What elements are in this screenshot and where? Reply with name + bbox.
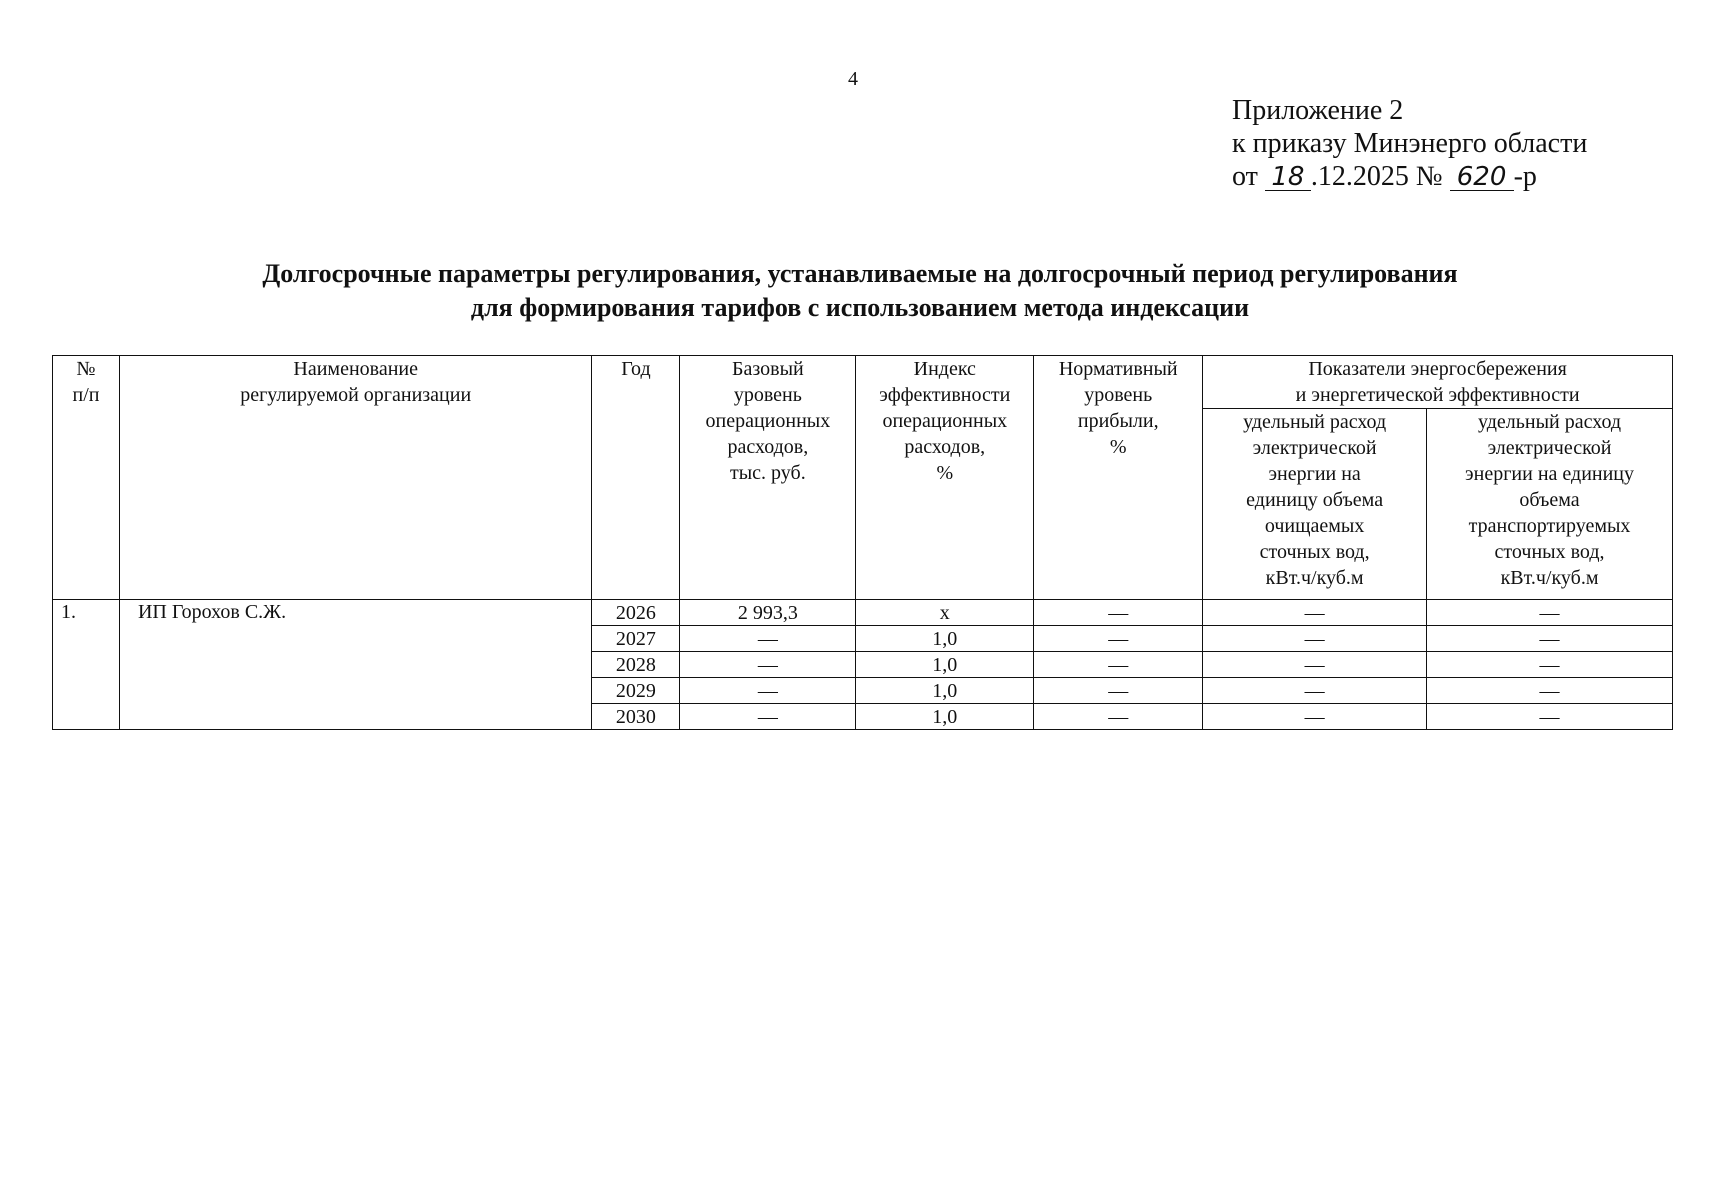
cell-year: 2026 (592, 600, 680, 626)
cell-sub1: — (1203, 652, 1427, 678)
table-body (53, 600, 1673, 730)
cell-profit: — (1034, 600, 1203, 626)
order-suffix: -р (1513, 161, 1537, 192)
cell-base: — (680, 652, 856, 678)
appendix-date-line (1232, 160, 1587, 193)
cell-year: 2029 (592, 678, 680, 704)
cell-sub2: — (1427, 678, 1673, 704)
cell-index: х (856, 600, 1034, 626)
cell-sub2: — (1427, 652, 1673, 678)
date-rest: .12.2025 № (1310, 161, 1443, 192)
cell-sub1: — (1203, 678, 1427, 704)
cell-year: 2030 (592, 704, 680, 730)
header-base-opex: Базовый уровень операционных расходов, тыс. руб. (680, 356, 856, 600)
appendix-line-1: Приложение 2 (1232, 95, 1404, 126)
header-energy-group: Показатели энергосбережения и энергетической эффективности (1203, 356, 1673, 409)
header-efficiency-index: Индекс эффективности операционных расходов, % (856, 356, 1034, 600)
cell-sub2: — (1427, 704, 1673, 730)
cell-base: — (680, 704, 856, 730)
org-name-cell: ИП Горохов С.Ж. (119, 600, 592, 730)
cell-index: 1,0 (856, 678, 1034, 704)
header-year: Год (592, 356, 680, 600)
cell-sub2: — (1427, 626, 1673, 652)
cell-year: 2028 (592, 652, 680, 678)
org-number-cell: 1. (53, 600, 120, 730)
cell-sub1: — (1203, 600, 1427, 626)
header-profit-level: Нормативный уровень прибыли, % (1034, 356, 1203, 600)
cell-index: 1,0 (856, 704, 1034, 730)
header-treated-water: удельный расход электрической энергии на единицу объема очищаемых сточных вод, кВт.ч/куб.м (1203, 409, 1427, 600)
appendix-block (1232, 94, 1587, 193)
page-number: 4 (848, 68, 858, 90)
cell-index: 1,0 (856, 626, 1034, 652)
handwritten-day: 18 (1265, 164, 1311, 191)
cell-profit: — (1034, 704, 1203, 730)
header-transported-water: удельный расход электрической энергии на единицу объема транспортируемых сточных вод, кВт.ч/куб.м (1427, 409, 1673, 600)
header-num: № п/п (53, 356, 120, 600)
cell-base: 2 993,3 (680, 600, 856, 626)
cell-sub1: — (1203, 704, 1427, 730)
title-line-1: Долгосрочные параметры регулирования, устанавливаемые на долгосрочный период регулирования (262, 259, 1458, 288)
parameters-table (52, 355, 1673, 730)
cell-base: — (680, 678, 856, 704)
cell-index: 1,0 (856, 652, 1034, 678)
document-title (150, 257, 1570, 325)
header-org: Наименование регулируемой организации (119, 356, 592, 600)
cell-year: 2027 (592, 626, 680, 652)
date-prefix: от (1232, 161, 1258, 192)
handwritten-order-number: 620 (1450, 164, 1514, 191)
cell-sub1: — (1203, 626, 1427, 652)
cell-sub2: — (1427, 600, 1673, 626)
cell-base: — (680, 626, 856, 652)
appendix-line-2: к приказу Минэнерго области (1232, 128, 1588, 159)
cell-profit: — (1034, 652, 1203, 678)
cell-profit: — (1034, 626, 1203, 652)
title-line-2: для формирования тарифов с использованием метода индексации (470, 293, 1250, 322)
table-row (53, 600, 1673, 626)
cell-profit: — (1034, 678, 1203, 704)
